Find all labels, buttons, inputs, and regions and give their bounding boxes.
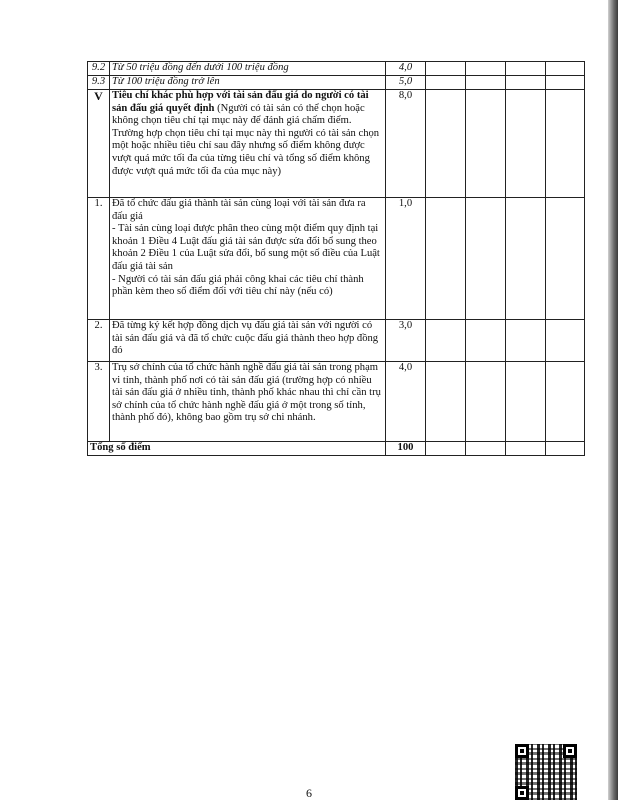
empty-cell bbox=[546, 362, 585, 442]
empty-cell bbox=[466, 62, 506, 76]
row-number: 9.3 bbox=[88, 76, 110, 90]
max-score: 5,0 bbox=[386, 76, 426, 90]
empty-cell bbox=[546, 76, 585, 90]
empty-cell bbox=[426, 62, 466, 76]
table-row bbox=[88, 198, 585, 320]
row-number: 2. bbox=[88, 320, 110, 362]
row-number: 1. bbox=[88, 198, 110, 320]
row-number: 9.2 bbox=[88, 62, 110, 76]
empty-cell bbox=[426, 320, 466, 362]
empty-cell bbox=[426, 362, 466, 442]
criterion-text: Từ 50 triệu đồng đến dưới 100 triệu đồng bbox=[110, 62, 386, 76]
criterion-heading: Tiêu chí khác phù hợp với tài sản đấu giá do người có tài sản đấu giá quyết định bbox=[112, 90, 369, 114]
empty-cell bbox=[506, 320, 546, 362]
row-number: 3. bbox=[88, 362, 110, 442]
criterion-text bbox=[110, 198, 386, 320]
total-score: 100 bbox=[386, 442, 426, 456]
total-row bbox=[88, 442, 585, 456]
empty-cell bbox=[466, 76, 506, 90]
table-row bbox=[88, 76, 585, 90]
empty-cell bbox=[546, 442, 585, 456]
max-score: 1,0 bbox=[386, 198, 426, 320]
empty-cell bbox=[506, 442, 546, 456]
empty-cell bbox=[546, 62, 585, 76]
empty-cell bbox=[466, 320, 506, 362]
criterion-note: (Người có tài sản có thể chọn hoặc không chọn tiêu chí tại mục này để đánh giá chấm điểm. Trường hợp chọn tiêu chí tại mục này thì người có tài sản chọn một hoặc nhiều tiêu chí sau đây nhưng số điểm không được vượt quá mức tối đa của từng tiêu chí và tổng số điểm không được vượt quá mức tối đa của mục này) bbox=[112, 102, 380, 177]
empty-cell bbox=[506, 198, 546, 320]
criterion-line: - Tài sản cùng loại được phân theo cùng một điểm quy định tại khoản 1 Điều 4 Luật đấu giá tài sản được sửa đổi bổ sung theo khoản 2 Điều 1 của Luật sửa đổi, bổ sung một số điều của Luật đấu giá tài sản bbox=[112, 223, 380, 272]
empty-cell bbox=[466, 362, 506, 442]
empty-cell bbox=[506, 62, 546, 76]
empty-cell bbox=[546, 90, 585, 198]
row-number: V bbox=[88, 90, 110, 198]
empty-cell bbox=[466, 442, 506, 456]
max-score: 4,0 bbox=[386, 62, 426, 76]
empty-cell bbox=[426, 76, 466, 90]
table-row bbox=[88, 62, 585, 76]
empty-cell bbox=[426, 90, 466, 198]
empty-cell bbox=[506, 90, 546, 198]
empty-cell bbox=[546, 320, 585, 362]
empty-cell bbox=[506, 76, 546, 90]
max-score: 3,0 bbox=[386, 320, 426, 362]
criterion-line: - Người có tài sản đấu giá phải công khai các tiêu chí thành phần kèm theo số điểm đối với tiêu chí này (nếu có) bbox=[112, 273, 364, 298]
table-row bbox=[88, 90, 585, 198]
criterion-text: Đã từng ký kết hợp đồng dịch vụ đấu giá tài sản với người có tài sản đấu giá và đã tổ chức cuộc đấu giá thành theo hợp đồng đó bbox=[110, 320, 386, 362]
empty-cell bbox=[426, 442, 466, 456]
empty-cell bbox=[466, 198, 506, 320]
criterion-text: Từ 100 triệu đồng trở lên bbox=[110, 76, 386, 90]
total-label: Tổng số điểm bbox=[88, 442, 386, 456]
max-score: 8,0 bbox=[386, 90, 426, 198]
criterion-text: Trụ sở chính của tổ chức hành nghề đấu giá tài sản trong phạm vi tỉnh, thành phố nơi có tài sản đấu giá (trường hợp có nhiều tài sản đấu giá ở nhiều tỉnh, thành phố khác nhau thì chỉ cần trụ sở chính của tổ chức hành nghề đấu giá ở một trong số tỉnh, thành phố đó), không bao gồm trụ sở chi nhánh. bbox=[110, 362, 386, 442]
empty-cell bbox=[546, 198, 585, 320]
table-row bbox=[88, 320, 585, 362]
max-score: 4,0 bbox=[386, 362, 426, 442]
empty-cell bbox=[506, 362, 546, 442]
empty-cell bbox=[466, 90, 506, 198]
scan-edge bbox=[608, 0, 618, 800]
scoring-table bbox=[87, 61, 585, 456]
criterion-text bbox=[110, 90, 386, 198]
criterion-line: Đã tổ chức đấu giá thành tài sản cùng loại với tài sản đưa ra đấu giá bbox=[112, 198, 366, 222]
table-row bbox=[88, 362, 585, 442]
page-number: 6 bbox=[306, 786, 312, 800]
empty-cell bbox=[426, 198, 466, 320]
